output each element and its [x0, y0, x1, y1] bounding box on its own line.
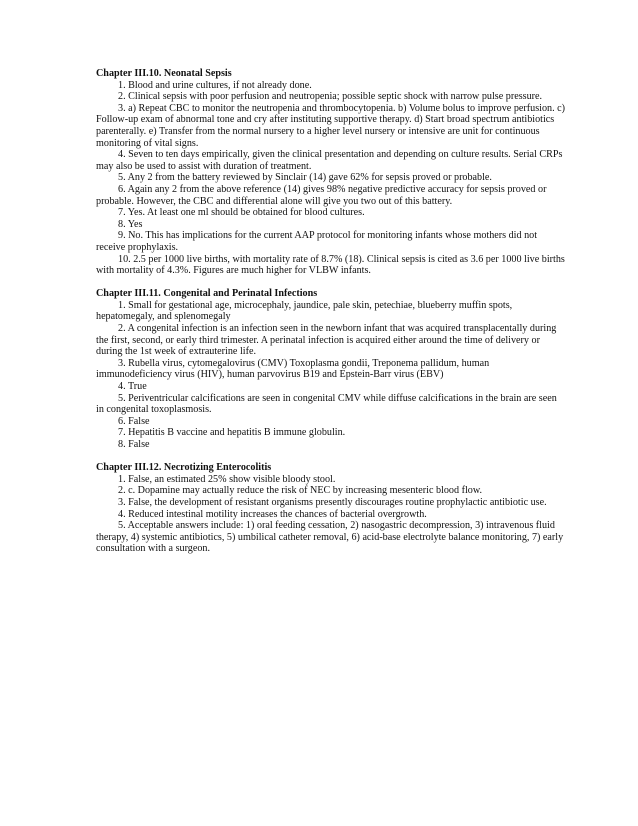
section-congenital-perinatal-infections — [96, 288, 566, 450]
section-title: Chapter III.10. Neonatal Sepsis — [96, 68, 232, 79]
answer-item: 4. Reduced intestinal motility increases the chances of bacterial overgrowth. — [118, 508, 427, 520]
answer-item: 6. False — [118, 415, 150, 427]
answer-item: 7. Hepatitis B vaccine and hepatitis B immune globulin. — [118, 427, 346, 439]
answer-item: 2. Clinical sepsis with poor perfusion and neutropenia; possible septic shock with narrow pulse pressure. — [118, 91, 543, 103]
answer-item: 3. False, the development of resistant organisms presently discourages routine prophylactic antibiotic use. — [118, 496, 547, 508]
answer-item: 6. Again any 2 from the above reference (14) gives 98% negative predictive accuracy for sepsis proved or probable. However, the CBC and differential alone will give you two out of this battery. — [96, 183, 547, 207]
answer-item: 9. No. This has implications for the current AAP protocol for monitoring infants whose mothers did not receive prophylaxis. — [96, 230, 538, 253]
answer-item: 5. Any 2 from the battery reviewed by Sinclair (14) gave 62% for sepsis proved or probable. — [118, 172, 492, 184]
answer-item: 4. Seven to ten days empirically, given the clinical presentation and depending on culture results. Serial CRPs may also be used to assist with duration of treatment. — [96, 149, 563, 172]
answer-item: 5. Periventricular calcifications are seen in congenital CMV while diffuse calcifications in the brain are seen in congenital toxoplasmosis. — [96, 392, 557, 416]
answer-item: 4. True — [118, 381, 147, 393]
answer-item: 1. Small for gestational age, microcephaly, jaundice, pale skin, petechiae, blueberry muffin spots, hepatomegaly, and splenomegaly — [96, 299, 513, 323]
answer-item: 8. False — [118, 439, 150, 450]
answer-item: 5. Acceptable answers include: 1) oral feeding cessation, 2) nasogastric decompression, 3) intravenous fluid therapy, 4) systemic antibiotics, 5) umbilical catheter removal, 6) acid-base electrolyte balance monitoring, 7) early consultation with a surgeon. — [96, 520, 564, 555]
answer-item: 2. c. Dopamine may actually reduce the risk of NEC by increasing mesenteric blood flow. — [118, 485, 483, 497]
answer-item: 10. 2.5 per 1000 live births, with mortality rate of 8.7% (18). Clinical sepsis is cited as 3.6 per 1000 live births with mortality of 4.3%. Figures are much higher for VLBW infants. — [96, 253, 565, 277]
answer-item: 3. Rubella virus, cytomegalovirus (CMV) Toxoplasma gondii, Treponema pallidum, human immunodeficiency virus (HIV), human parvovirus B19 and Epstein-Barr virus (EBV) — [96, 357, 490, 381]
section-neonatal-sepsis — [96, 68, 566, 277]
section-necrotizing-enterocolitis — [96, 462, 566, 555]
section-title: Chapter III.11. Congenital and Perinatal Infections — [96, 288, 318, 300]
answer-item: 8. Yes — [118, 218, 143, 230]
answer-item: 2. A congenital infection is an infection seen in the newborn infant that was acquired transplacentally during the first, second, or early third trimester. A perinatal infection is acquired either around the time of delivery or during the 1st week of extrauterine life. — [96, 323, 557, 358]
section-title: Chapter III.12. Necrotizing Enterocolitis — [96, 462, 272, 474]
answer-item: 7. Yes. At least one ml should be obtained for blood cultures. — [118, 207, 365, 219]
answer-item: 1. False, an estimated 25% show visible bloody stool. — [118, 473, 336, 485]
document-page — [96, 68, 566, 567]
answer-item: 1. Blood and urine cultures, if not already done. — [118, 79, 312, 91]
answer-item: 3. a) Repeat CBC to monitor the neutropenia and thrombocytopenia. b) Volume bolus to improve perfusion. c) Follow-up exam of abnormal tone and cry after instituting supportive therapy. d) Start broad spectrum antibiotics parenterally. e) Transfer from the normal nursery to a higher level nursery or intensive are unit for continuous monitoring of vital signs. — [96, 102, 566, 149]
